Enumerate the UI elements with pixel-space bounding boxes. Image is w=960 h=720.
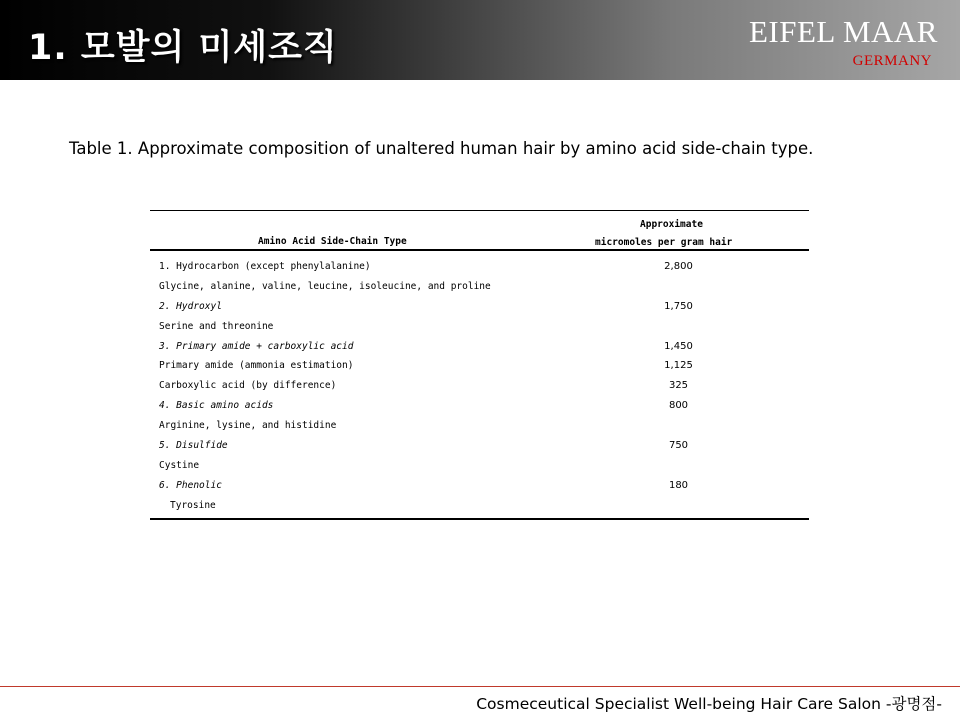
row-label: 1. Hydrocarbon (except phenylalanine) [159,261,371,272]
brand-logo-text: EIFEL MAAR [749,14,938,49]
table-header [150,211,809,251]
table-row [150,319,809,339]
row-label: 5. Disulfide [159,440,228,452]
row-label: Carboxylic acid (by difference) [159,380,337,392]
column-header-approximate: Approximate [640,219,703,230]
header-bar [0,0,960,80]
row-value: 2,800 [664,261,693,272]
row-label: 3. Primary amide + carboxylic acid [159,340,354,352]
row-label: 6. Phenolic [159,479,222,491]
row-label: Cystine [159,459,200,471]
row-value: 325 [668,380,689,392]
table-row [150,498,809,518]
table-row [150,438,809,458]
row-value: 800 [668,400,689,412]
row-value: 180 [668,479,689,491]
row-label: 4. Basic amino acids [159,400,274,412]
table-row [150,458,809,478]
row-label: Glycine, alanine, valine, leucine, isoleucine, and proline [159,280,491,292]
table-row [150,418,809,438]
row-value: 1,450 [664,340,693,352]
table-caption: Table 1. Approximate composition of unaltered human hair by amino acid side-chain type. [69,139,814,158]
column-header-side-chain-type: Amino Acid Side-Chain Type [258,236,407,247]
footer-text: Cosmeceutical Specialist Well-being Hair Care Salon -광명점- [476,695,942,713]
table-row [150,339,809,359]
amino-acid-table [150,210,809,520]
row-label: Serine and threonine [159,320,274,332]
row-label: Primary amide (ammonia estimation) [159,360,354,372]
footer-divider [0,686,960,687]
row-value: 1,750 [664,300,693,312]
row-label: Arginine, lysine, and histidine [159,420,337,432]
page-title: 1. 모발의 미세조직 [28,28,338,68]
table-row [150,398,809,418]
row-label: 2. Hydroxyl [159,300,222,312]
row-value: 750 [668,440,689,452]
table-row [150,358,809,378]
row-label: Tyrosine [170,499,216,511]
table-body [150,259,809,518]
table-row [150,478,809,498]
table-row [150,378,809,398]
table-row [150,279,809,299]
column-header-micromoles: micromoles per gram hair [595,237,733,248]
row-value: 1,125 [664,360,693,372]
table-row [150,299,809,319]
brand-subtitle: GERMANY [852,53,932,69]
table-row [150,259,809,279]
